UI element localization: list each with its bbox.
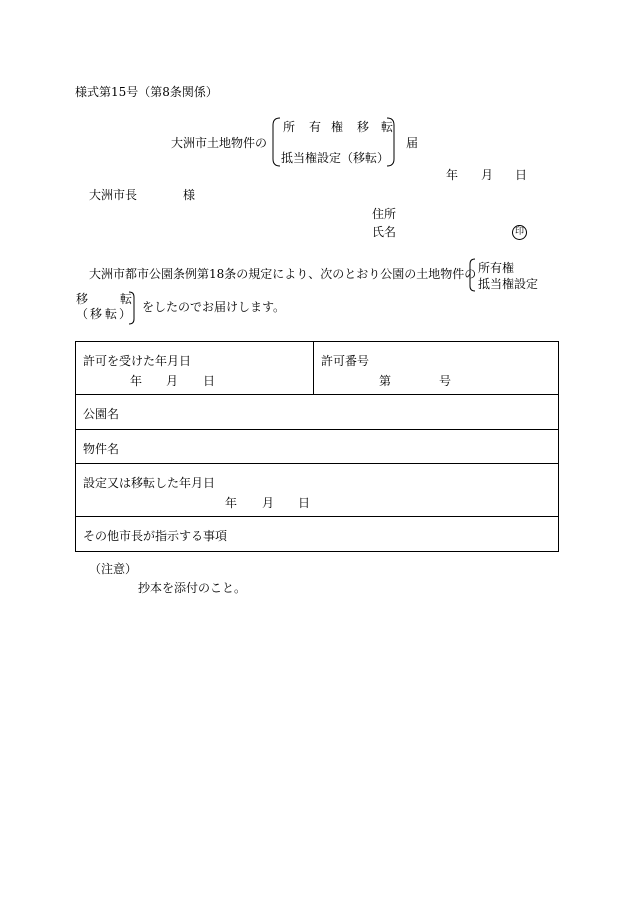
- notes-heading: （注意）: [89, 562, 138, 576]
- title-prefix: 大洲市土地物件の: [171, 136, 268, 150]
- body-text-2: をしたのでお届けします。: [142, 300, 286, 314]
- transfer-date-cell[interactable]: [76, 464, 559, 517]
- char: 転: [105, 307, 118, 321]
- permit-number-suffix: 号: [439, 374, 452, 388]
- char: 権: [331, 120, 344, 134]
- char: 移: [357, 120, 370, 134]
- permit-number-cell[interactable]: [314, 342, 559, 395]
- table-row: [76, 517, 559, 552]
- char: ）: [119, 307, 132, 321]
- body-option-mortgage: 抵当権設定: [478, 277, 539, 291]
- notification-table: [75, 341, 559, 552]
- property-name-label: 物件名: [83, 442, 120, 456]
- transfer-date-day: 日: [298, 496, 311, 510]
- permit-date-day: 日: [203, 374, 216, 388]
- table-row: [76, 430, 559, 464]
- body-left-bracket: [468, 258, 476, 292]
- property-name-cell[interactable]: [76, 430, 559, 464]
- title-right-bracket: [386, 117, 396, 167]
- body-option-transfer-paren: [76, 308, 131, 320]
- date-month: 月: [481, 168, 494, 182]
- table-row: [76, 395, 559, 430]
- permit-date-year: 年: [130, 374, 143, 388]
- form-number: 様式第15号（第8条関係）: [75, 85, 218, 99]
- table-row: [76, 464, 559, 517]
- char: 転: [120, 292, 133, 306]
- permit-date-month: 月: [166, 374, 179, 388]
- char: 有: [309, 120, 322, 134]
- addressee-honorific: 様: [183, 188, 196, 202]
- permit-number-prefix: 第: [379, 374, 392, 388]
- date-day: 日: [515, 168, 528, 182]
- body-text-1: 大洲市都市公園条例第18条の規定により、次のとおり公園の土地物件の: [89, 267, 477, 281]
- name-label: 氏名: [372, 225, 397, 239]
- other-matters-label: その他市長が指示する事項: [83, 529, 228, 543]
- transfer-date-month: 月: [262, 496, 275, 510]
- addressee-name: 大洲市長: [89, 188, 138, 202]
- other-matters-cell[interactable]: [76, 517, 559, 552]
- body-option-transfer: [76, 293, 132, 305]
- permit-number-label: 許可番号: [321, 354, 370, 368]
- address-label: 住所: [372, 207, 397, 221]
- permit-date-cell[interactable]: [76, 342, 314, 395]
- park-name-cell[interactable]: [76, 395, 559, 430]
- char: 移: [90, 307, 103, 321]
- title-suffix: 届: [406, 136, 419, 150]
- title-left-bracket: [271, 117, 281, 167]
- char: （: [76, 307, 89, 321]
- seal-mark: 印: [512, 225, 527, 240]
- transfer-date-label: 設定又は移転した年月日: [83, 476, 216, 490]
- date-year: 年: [446, 168, 459, 182]
- char: 所: [283, 120, 296, 134]
- char: 移: [76, 292, 89, 306]
- body-option-ownership: 所有権: [478, 261, 515, 275]
- permit-date-label: 許可を受けた年月日: [83, 354, 192, 368]
- notes-item: 抄本を添付のこと。: [138, 581, 247, 595]
- transfer-date-year: 年: [225, 496, 238, 510]
- title-option-ownership-transfer: [283, 121, 393, 133]
- body-right-bracket: [128, 291, 136, 325]
- title-option-mortgage: 抵当権設定（移転）: [281, 151, 390, 165]
- char: 転: [381, 120, 394, 134]
- park-name-label: 公園名: [83, 407, 120, 421]
- table-row: [76, 342, 559, 395]
